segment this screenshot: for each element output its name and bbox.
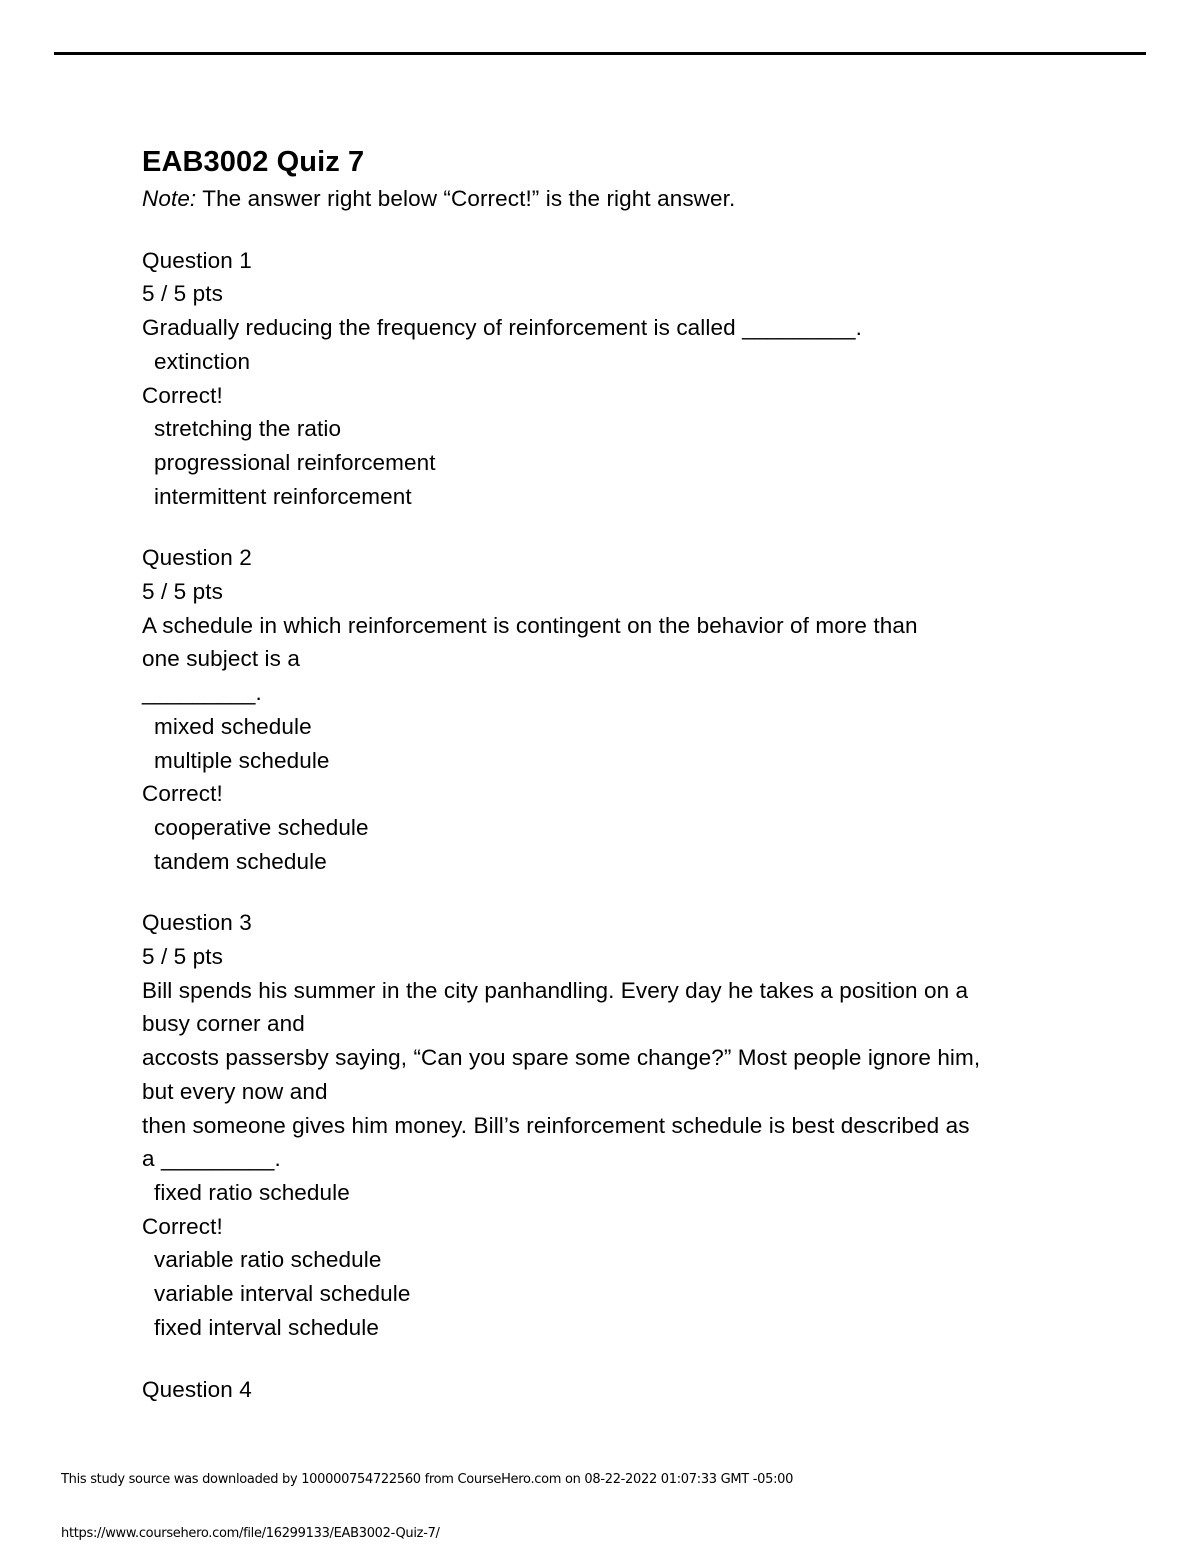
answer-option: intermittent reinforcement	[154, 483, 412, 509]
note-line	[142, 182, 1072, 216]
answer-option: variable ratio schedule	[154, 1247, 382, 1273]
answer-option: tandem schedule	[154, 848, 327, 874]
footer-url: https://www.coursehero.com/file/16299133/EAB3002-Quiz-7/	[61, 1526, 440, 1541]
question-text-line: but every now and	[142, 1078, 328, 1104]
document-title: EAB3002 Quiz 7	[142, 146, 365, 178]
footer-source-notice: This study source was downloaded by 100000754722560 from CourseHero.com on 08-22-2022 01:07:33 GMT -05:00	[61, 1472, 794, 1487]
question-points: 5 / 5 pts	[142, 579, 223, 605]
question-heading: Question 2	[142, 545, 252, 571]
question-text-line: one subject is a	[142, 646, 300, 672]
top-rule	[54, 52, 1146, 55]
question-text-line: accosts passersby saying, “Can you spare some change?” Most people ignore him,	[142, 1045, 981, 1071]
answer-option: multiple schedule	[154, 747, 330, 773]
note-label: Note:	[142, 186, 197, 211]
question-block	[142, 906, 1072, 1344]
question-text-line: Bill spends his summer in the city panhandling. Every day he takes a position on a	[142, 977, 969, 1003]
correct-marker: Correct!	[142, 1213, 223, 1239]
document-body	[142, 142, 1072, 1406]
answer-option: mixed schedule	[154, 713, 312, 739]
answer-option: fixed ratio schedule	[154, 1179, 350, 1205]
question-points: 5 / 5 pts	[142, 281, 223, 307]
question-list	[142, 244, 1072, 1407]
answer-option: progressional reinforcement	[154, 449, 436, 475]
question-text-line: Gradually reducing the frequency of reinforcement is called _________.	[142, 315, 862, 341]
question-text-line: then someone gives him money. Bill’s reinforcement schedule is best described as	[142, 1112, 970, 1138]
note-text: The answer right below “Correct!” is the right answer.	[196, 186, 736, 211]
question-heading: Question 1	[142, 247, 252, 273]
correct-marker: Correct!	[142, 382, 223, 408]
question-heading: Question 4	[142, 1376, 252, 1402]
answer-option: fixed interval schedule	[154, 1314, 379, 1340]
question-block	[142, 1373, 1072, 1407]
answer-option: cooperative schedule	[154, 814, 369, 840]
question-block	[142, 244, 1072, 514]
question-points: 5 / 5 pts	[142, 944, 223, 970]
answer-option: variable interval schedule	[154, 1281, 411, 1307]
question-text-line: _________.	[142, 680, 262, 706]
answer-option: stretching the ratio	[154, 416, 342, 442]
question-text-line: busy corner and	[142, 1011, 305, 1037]
question-heading: Question 3	[142, 910, 252, 936]
answer-option: extinction	[154, 348, 251, 374]
question-block	[142, 541, 1072, 878]
correct-marker: Correct!	[142, 781, 223, 807]
question-text-line: A schedule in which reinforcement is contingent on the behavior of more than	[142, 612, 918, 638]
question-text-line: a _________.	[142, 1146, 281, 1172]
